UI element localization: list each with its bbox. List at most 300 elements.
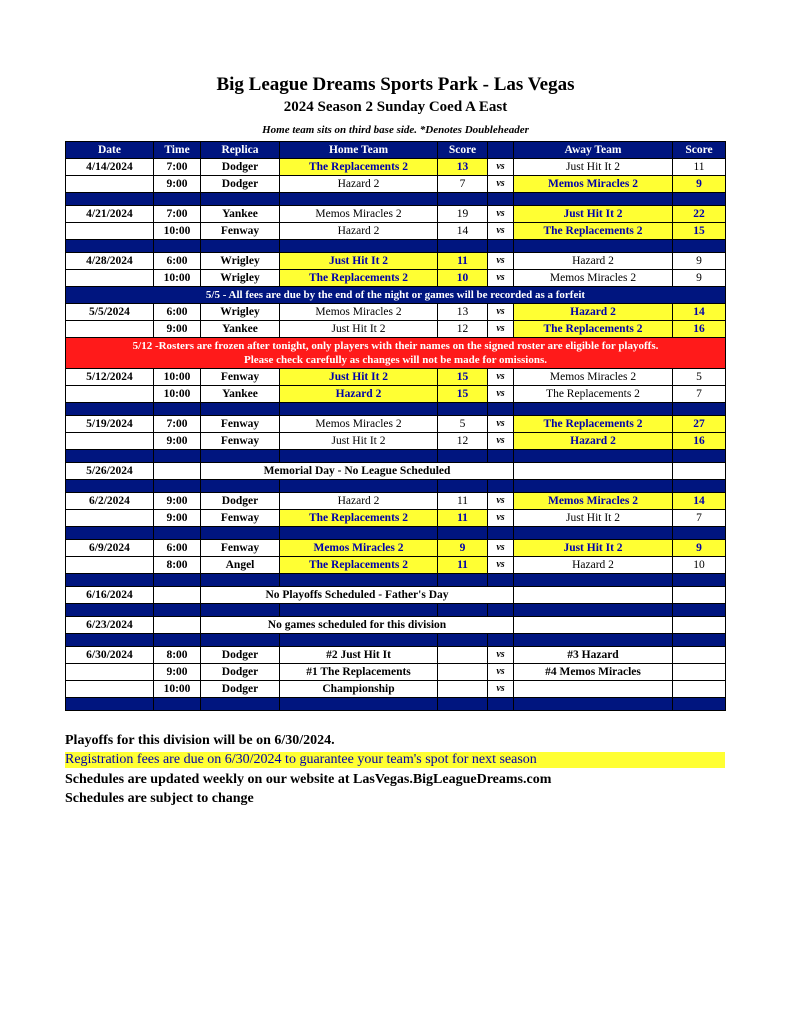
date-cell: [66, 270, 154, 287]
away-team-cell: Just Hit It 2: [514, 206, 673, 223]
game-row: [66, 321, 726, 338]
away-team-cell: Just Hit It 2: [514, 510, 673, 527]
separator-cell: [201, 403, 280, 416]
game-row: [66, 176, 726, 193]
date-cell: 5/12/2024: [66, 369, 154, 386]
vs-cell: vs: [488, 681, 514, 698]
replica-cell: Dodger: [201, 493, 280, 510]
away-team-cell: Memos Miracles 2: [514, 176, 673, 193]
home-score-cell: 12: [438, 433, 488, 450]
home-score-cell: 10: [438, 270, 488, 287]
date-cell: 6/16/2024: [66, 587, 154, 604]
home-team-cell: The Replacements 2: [280, 510, 438, 527]
away-team-cell: [514, 617, 673, 634]
away-team-cell: Memos Miracles 2: [514, 493, 673, 510]
time-cell: 6:00: [154, 540, 201, 557]
away-team-cell: The Replacements 2: [514, 223, 673, 240]
away-team-cell: [514, 463, 673, 480]
col-header-home-score: Score: [438, 142, 488, 159]
home-score-cell: [438, 681, 488, 698]
home-score-cell: 13: [438, 304, 488, 321]
no-games-row: [66, 587, 726, 604]
replica-cell: Dodger: [201, 681, 280, 698]
week-separator-row: [66, 240, 726, 253]
home-score-cell: 11: [438, 557, 488, 574]
home-score-cell: [438, 647, 488, 664]
date-cell: [66, 681, 154, 698]
time-cell: 10:00: [154, 270, 201, 287]
separator-cell: [280, 604, 438, 617]
roster-alert-line-2: Please check carefully as changes will not be made for omissions.: [244, 354, 547, 366]
home-team-cell: #1 The Replacements: [280, 664, 438, 681]
home-team-cell: #2 Just Hit It: [280, 647, 438, 664]
home-score-cell: [438, 664, 488, 681]
away-team-cell: Hazard 2: [514, 304, 673, 321]
game-row: [66, 159, 726, 176]
separator-cell: [673, 193, 726, 206]
away-score-cell: 14: [673, 493, 726, 510]
game-row: [66, 681, 726, 698]
separator-cell: [514, 634, 673, 647]
home-score-cell: 5: [438, 416, 488, 433]
home-score-cell: 11: [438, 510, 488, 527]
away-score-cell: 9: [673, 270, 726, 287]
replica-cell: Dodger: [201, 159, 280, 176]
time-cell: 6:00: [154, 304, 201, 321]
home-team-cell: Hazard 2: [280, 223, 438, 240]
page-subtitle: 2024 Season 2 Sunday Coed A East: [283, 99, 508, 115]
separator-cell: [154, 698, 201, 711]
separator-cell: [201, 240, 280, 253]
date-cell: 6/9/2024: [66, 540, 154, 557]
separator-cell: [201, 698, 280, 711]
date-cell: [66, 176, 154, 193]
separator-cell: [488, 527, 514, 540]
separator-cell: [673, 634, 726, 647]
separator-cell: [66, 480, 154, 493]
separator-cell: [488, 193, 514, 206]
no-games-notice: No games scheduled for this division: [201, 617, 514, 634]
time-cell: 8:00: [154, 557, 201, 574]
col-header-replica: Replica: [201, 142, 280, 159]
time-cell: 9:00: [154, 664, 201, 681]
separator-cell: [280, 480, 438, 493]
away-team-cell: Memos Miracles 2: [514, 369, 673, 386]
separator-cell: [673, 450, 726, 463]
separator-cell: [66, 450, 154, 463]
separator-cell: [488, 698, 514, 711]
separator-cell: [280, 193, 438, 206]
separator-cell: [280, 574, 438, 587]
separator-cell: [673, 604, 726, 617]
separator-cell: [514, 240, 673, 253]
vs-cell: vs: [488, 540, 514, 557]
separator-cell: [514, 574, 673, 587]
roster-alert-row: [66, 338, 726, 369]
separator-cell: [514, 604, 673, 617]
date-cell: [66, 386, 154, 403]
replica-cell: Dodger: [201, 664, 280, 681]
game-row: [66, 433, 726, 450]
separator-cell: [673, 480, 726, 493]
separator-cell: [154, 450, 201, 463]
separator-cell: [154, 527, 201, 540]
table-header-row: [66, 142, 726, 159]
separator-cell: [673, 698, 726, 711]
separator-cell: [66, 698, 154, 711]
away-score-cell: [673, 647, 726, 664]
home-team-cell: Just Hit It 2: [280, 433, 438, 450]
away-score-cell: 9: [673, 176, 726, 193]
roster-alert-line-1: 5/12 -Rosters are frozen after tonight, only players with their names on the signed roster are eligible for playoffs.: [132, 340, 659, 352]
separator-cell: [438, 193, 488, 206]
vs-cell: vs: [488, 433, 514, 450]
col-header-home-team: Home Team: [280, 142, 438, 159]
time-cell: 9:00: [154, 433, 201, 450]
away-score-cell: 22: [673, 206, 726, 223]
time-cell: 10:00: [154, 369, 201, 386]
home-team-cell: Just Hit It 2: [280, 253, 438, 270]
separator-cell: [154, 634, 201, 647]
vs-cell: vs: [488, 321, 514, 338]
away-score-cell: 7: [673, 386, 726, 403]
separator-cell: [438, 634, 488, 647]
replica-cell: Fenway: [201, 416, 280, 433]
time-cell: 8:00: [154, 647, 201, 664]
separator-cell: [66, 240, 154, 253]
away-team-cell: Just Hit It 2: [514, 540, 673, 557]
separator-cell: [280, 634, 438, 647]
vs-cell: vs: [488, 557, 514, 574]
separator-cell: [514, 698, 673, 711]
separator-cell: [514, 527, 673, 540]
page-title: Big League Dreams Sports Park - Las Vegas: [216, 74, 575, 95]
week-separator-row: [66, 634, 726, 647]
date-cell: [66, 433, 154, 450]
footer-website: Schedules are updated weekly on our website at LasVegas.BigLeagueDreams.com: [65, 772, 552, 787]
separator-cell: [438, 240, 488, 253]
separator-cell: [154, 574, 201, 587]
separator-cell: [488, 403, 514, 416]
home-team-cell: Just Hit It 2: [280, 321, 438, 338]
time-cell: [154, 587, 201, 604]
vs-cell: vs: [488, 369, 514, 386]
vs-cell: vs: [488, 386, 514, 403]
replica-cell: Dodger: [201, 176, 280, 193]
date-cell: [66, 321, 154, 338]
schedule-note: Home team sits on third base side. *Denotes Doubleheader: [262, 124, 529, 136]
separator-cell: [438, 480, 488, 493]
time-cell: 9:00: [154, 176, 201, 193]
away-team-cell: #4 Memos Miracles: [514, 664, 673, 681]
time-cell: 9:00: [154, 493, 201, 510]
date-cell: 5/19/2024: [66, 416, 154, 433]
separator-cell: [514, 450, 673, 463]
separator-cell: [66, 604, 154, 617]
week-separator-row: [66, 698, 726, 711]
game-row: [66, 223, 726, 240]
separator-cell: [438, 574, 488, 587]
time-cell: [154, 617, 201, 634]
replica-cell: Yankee: [201, 206, 280, 223]
away-team-cell: The Replacements 2: [514, 416, 673, 433]
vs-cell: vs: [488, 253, 514, 270]
away-team-cell: Hazard 2: [514, 557, 673, 574]
away-score-cell: 11: [673, 159, 726, 176]
separator-cell: [438, 698, 488, 711]
separator-cell: [66, 574, 154, 587]
date-cell: 4/28/2024: [66, 253, 154, 270]
away-team-cell: The Replacements 2: [514, 321, 673, 338]
away-score-cell: 10: [673, 557, 726, 574]
home-team-cell: The Replacements 2: [280, 159, 438, 176]
game-row: [66, 270, 726, 287]
separator-cell: [201, 450, 280, 463]
col-header-vs: [488, 142, 514, 159]
away-score-cell: [673, 664, 726, 681]
away-team-cell: #3 Hazard: [514, 647, 673, 664]
replica-cell: Fenway: [201, 369, 280, 386]
game-row: [66, 253, 726, 270]
separator-cell: [201, 574, 280, 587]
roster-alert: [66, 338, 726, 369]
time-cell: 7:00: [154, 416, 201, 433]
week-separator-row: [66, 480, 726, 493]
home-score-cell: 11: [438, 253, 488, 270]
no-games-row: [66, 463, 726, 480]
col-header-away-score: Score: [673, 142, 726, 159]
replica-cell: Wrigley: [201, 304, 280, 321]
week-separator-row: [66, 450, 726, 463]
game-row: [66, 386, 726, 403]
schedule-table: [65, 141, 726, 711]
vs-cell: vs: [488, 206, 514, 223]
game-row: [66, 493, 726, 510]
time-cell: 10:00: [154, 386, 201, 403]
col-header-away-team: Away Team: [514, 142, 673, 159]
time-cell: 10:00: [154, 223, 201, 240]
away-score-cell: 16: [673, 321, 726, 338]
away-score-cell: [673, 681, 726, 698]
separator-cell: [280, 450, 438, 463]
replica-cell: Fenway: [201, 540, 280, 557]
separator-cell: [488, 634, 514, 647]
separator-cell: [201, 480, 280, 493]
vs-cell: vs: [488, 304, 514, 321]
away-team-cell: Hazard 2: [514, 433, 673, 450]
separator-cell: [514, 193, 673, 206]
week-separator-row: [66, 193, 726, 206]
game-row: [66, 416, 726, 433]
home-team-cell: Just Hit It 2: [280, 369, 438, 386]
home-team-cell: Hazard 2: [280, 386, 438, 403]
separator-cell: [280, 403, 438, 416]
away-score-cell: 7: [673, 510, 726, 527]
replica-cell: Fenway: [201, 223, 280, 240]
away-score-cell: 5: [673, 369, 726, 386]
away-score-cell: 9: [673, 540, 726, 557]
away-score-cell: 9: [673, 253, 726, 270]
week-separator-row: [66, 604, 726, 617]
separator-cell: [438, 403, 488, 416]
date-cell: 4/14/2024: [66, 159, 154, 176]
time-cell: 6:00: [154, 253, 201, 270]
separator-cell: [514, 480, 673, 493]
date-cell: 6/23/2024: [66, 617, 154, 634]
separator-cell: [488, 604, 514, 617]
separator-cell: [280, 698, 438, 711]
footer-registration: Registration fees are due on 6/30/2024 to guarantee your team's spot for next season: [65, 752, 725, 768]
away-score-cell: [673, 617, 726, 634]
home-score-cell: 11: [438, 493, 488, 510]
home-team-cell: Memos Miracles 2: [280, 206, 438, 223]
separator-cell: [488, 240, 514, 253]
time-cell: 9:00: [154, 321, 201, 338]
separator-cell: [280, 527, 438, 540]
away-team-cell: Memos Miracles 2: [514, 270, 673, 287]
fee-notice-text: 5/5 - All fees are due by the end of the night or games will be recorded as a forfeit: [66, 287, 726, 304]
game-row: [66, 647, 726, 664]
separator-cell: [201, 193, 280, 206]
separator-cell: [488, 450, 514, 463]
separator-cell: [488, 574, 514, 587]
home-team-cell: Memos Miracles 2: [280, 304, 438, 321]
replica-cell: Dodger: [201, 647, 280, 664]
date-cell: [66, 223, 154, 240]
time-cell: 7:00: [154, 206, 201, 223]
home-team-cell: Championship: [280, 681, 438, 698]
home-score-cell: 12: [438, 321, 488, 338]
separator-cell: [66, 634, 154, 647]
separator-cell: [438, 450, 488, 463]
separator-cell: [673, 574, 726, 587]
away-team-cell: [514, 587, 673, 604]
away-team-cell: Hazard 2: [514, 253, 673, 270]
home-score-cell: 15: [438, 369, 488, 386]
away-score-cell: [673, 587, 726, 604]
date-cell: 5/5/2024: [66, 304, 154, 321]
game-row: [66, 206, 726, 223]
home-team-cell: The Replacements 2: [280, 557, 438, 574]
separator-cell: [488, 480, 514, 493]
home-score-cell: 14: [438, 223, 488, 240]
vs-cell: vs: [488, 664, 514, 681]
home-team-cell: Memos Miracles 2: [280, 540, 438, 557]
vs-cell: vs: [488, 270, 514, 287]
separator-cell: [201, 604, 280, 617]
away-team-cell: Just Hit It 2: [514, 159, 673, 176]
replica-cell: Yankee: [201, 386, 280, 403]
no-games-notice: No Playoffs Scheduled - Father's Day: [201, 587, 514, 604]
away-score-cell: [673, 463, 726, 480]
separator-cell: [154, 193, 201, 206]
away-team-cell: [514, 681, 673, 698]
fee-notice-row: [66, 287, 726, 304]
game-row: [66, 664, 726, 681]
away-team-cell: The Replacements 2: [514, 386, 673, 403]
date-cell: [66, 510, 154, 527]
replica-cell: Fenway: [201, 510, 280, 527]
separator-cell: [66, 403, 154, 416]
vs-cell: vs: [488, 416, 514, 433]
separator-cell: [673, 527, 726, 540]
separator-cell: [154, 604, 201, 617]
col-header-date: Date: [66, 142, 154, 159]
vs-cell: vs: [488, 493, 514, 510]
replica-cell: Angel: [201, 557, 280, 574]
away-score-cell: 27: [673, 416, 726, 433]
time-cell: 10:00: [154, 681, 201, 698]
replica-cell: Yankee: [201, 321, 280, 338]
separator-cell: [280, 240, 438, 253]
separator-cell: [438, 604, 488, 617]
footer-change-notice: Schedules are subject to change: [65, 791, 254, 806]
time-cell: 9:00: [154, 510, 201, 527]
date-cell: 6/30/2024: [66, 647, 154, 664]
home-score-cell: 9: [438, 540, 488, 557]
home-score-cell: 7: [438, 176, 488, 193]
time-cell: [154, 463, 201, 480]
week-separator-row: [66, 403, 726, 416]
no-games-row: [66, 617, 726, 634]
date-cell: 5/26/2024: [66, 463, 154, 480]
week-separator-row: [66, 574, 726, 587]
separator-cell: [201, 634, 280, 647]
separator-cell: [154, 240, 201, 253]
home-team-cell: Hazard 2: [280, 176, 438, 193]
replica-cell: Wrigley: [201, 253, 280, 270]
game-row: [66, 369, 726, 386]
home-team-cell: Hazard 2: [280, 493, 438, 510]
game-row: [66, 540, 726, 557]
date-cell: 4/21/2024: [66, 206, 154, 223]
date-cell: [66, 664, 154, 681]
col-header-time: Time: [154, 142, 201, 159]
vs-cell: vs: [488, 510, 514, 527]
separator-cell: [154, 403, 201, 416]
separator-cell: [66, 527, 154, 540]
home-score-cell: 15: [438, 386, 488, 403]
footer-playoffs: Playoffs for this division will be on 6/30/2024.: [65, 733, 335, 748]
vs-cell: vs: [488, 176, 514, 193]
game-row: [66, 557, 726, 574]
away-score-cell: 16: [673, 433, 726, 450]
separator-cell: [66, 193, 154, 206]
home-team-cell: Memos Miracles 2: [280, 416, 438, 433]
vs-cell: vs: [488, 159, 514, 176]
home-score-cell: 19: [438, 206, 488, 223]
home-score-cell: 13: [438, 159, 488, 176]
time-cell: 7:00: [154, 159, 201, 176]
separator-cell: [154, 480, 201, 493]
separator-cell: [673, 403, 726, 416]
no-games-notice: Memorial Day - No League Scheduled: [201, 463, 514, 480]
away-score-cell: 14: [673, 304, 726, 321]
home-team-cell: The Replacements 2: [280, 270, 438, 287]
separator-cell: [514, 403, 673, 416]
vs-cell: vs: [488, 223, 514, 240]
away-score-cell: 15: [673, 223, 726, 240]
separator-cell: [438, 527, 488, 540]
replica-cell: Wrigley: [201, 270, 280, 287]
date-cell: 6/2/2024: [66, 493, 154, 510]
game-row: [66, 510, 726, 527]
vs-cell: vs: [488, 647, 514, 664]
replica-cell: Fenway: [201, 433, 280, 450]
week-separator-row: [66, 527, 726, 540]
date-cell: [66, 557, 154, 574]
separator-cell: [201, 527, 280, 540]
